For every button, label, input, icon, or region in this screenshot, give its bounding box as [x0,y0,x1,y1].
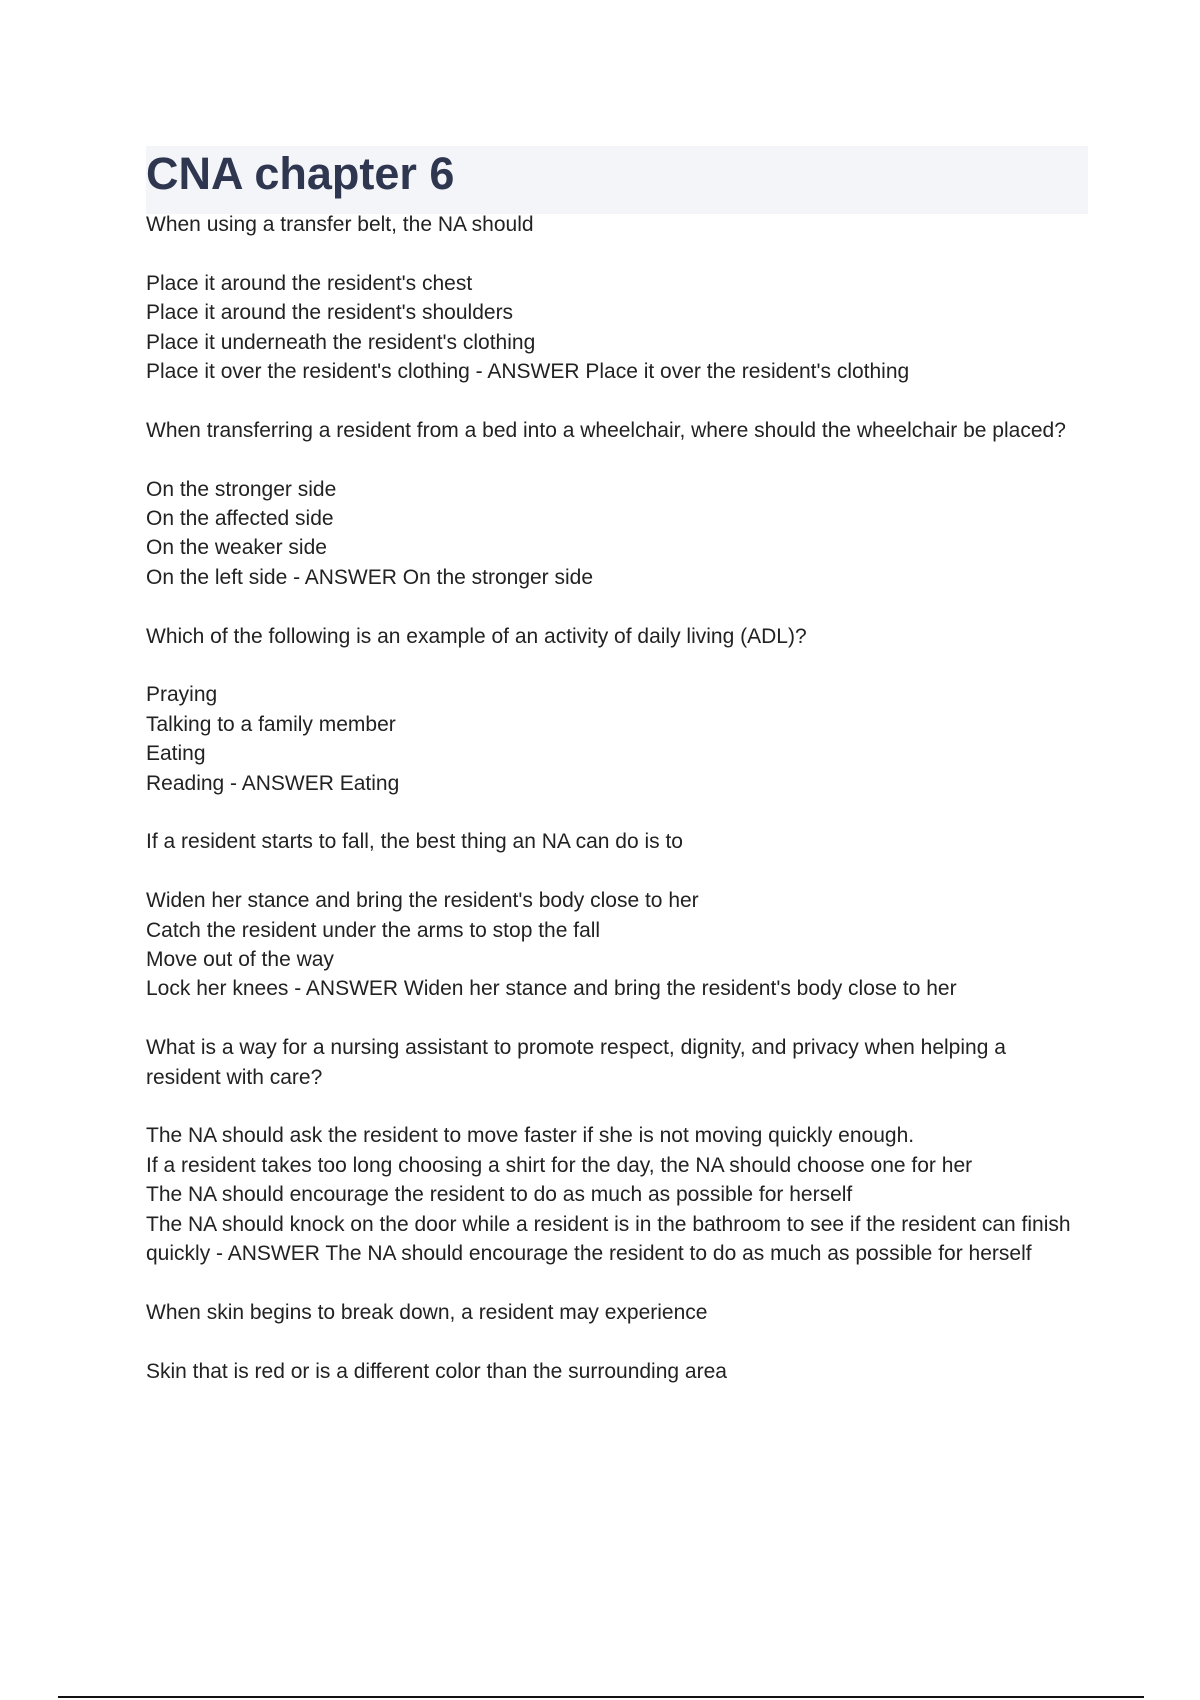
question-prompt [146,210,1086,239]
question-prompt [146,827,1086,856]
option-text: Eating [146,742,206,766]
option-answer-text: On the left side - ANSWER On the stronger side [146,565,594,589]
option-text: Talking to a family member [146,712,396,736]
question-options [146,475,1086,593]
option-text: On the weaker side [146,536,327,560]
option-text: The NA should encourage the resident to do as much as possible for herself [146,1183,853,1207]
question-options [146,680,1086,798]
question-prompt-text: Which of the following is an example of an activity of daily living (ADL)? [146,624,807,648]
page-title: CNA chapter 6 [146,148,455,199]
option-answer-text: The NA should knock on the door while a resident is in the bathroom to see if the resident can finish quickly - ANSWER The NA should encourage the resident to do as much as possible for herself [146,1212,1071,1266]
option-answer-text: Place it over the resident's clothing - ANSWER Place it over the resident's clothing [146,360,910,384]
option-text: Place it underneath the resident's clothing [146,330,536,354]
question-options [146,886,1086,1004]
option-text: Praying [146,683,218,707]
option-text: The NA should ask the resident to move faster if she is not moving quickly enough. [146,1124,915,1148]
question-prompt [146,416,1086,445]
question-prompt-text: When transferring a resident from a bed into a wheelchair, where should the wheelchair be placed? [146,418,1066,442]
option-answer-text: Reading - ANSWER Eating [146,771,400,795]
option-text: If a resident takes too long choosing a shirt for the day, the NA should choose one for her [146,1153,973,1177]
option-text: Place it around the resident's chest [146,271,473,295]
option-text: Move out of the way [146,948,334,972]
question-prompt [146,622,1086,651]
option-text: Skin that is red or is a different color than the surrounding area [146,1359,727,1383]
question-prompt-text: When skin begins to break down, a resident may experience [146,1300,708,1324]
option-answer-text: Lock her knees - ANSWER Widen her stance and bring the resident's body close to her [146,977,957,1001]
document-content [146,210,1086,1415]
option-text: Place it around the resident's shoulders [146,301,514,325]
question-prompt-text: What is a way for a nursing assistant to promote respect, dignity, and privacy when helping a resident with care? [146,1036,1006,1089]
question-prompt-text: When using a transfer belt, the NA should [146,213,534,236]
question-prompt [146,1298,1086,1327]
question-options [146,1121,1086,1268]
question-options [146,269,1086,387]
option-text: Widen her stance and bring the resident's body close to her [146,889,699,913]
page-bottom-rule [58,1696,1144,1698]
question-prompt-text: If a resident starts to fall, the best thing an NA can do is to [146,830,683,854]
option-text: On the stronger side [146,477,337,501]
option-text: Catch the resident under the arms to stop the fall [146,918,601,942]
question-options [146,1357,1086,1386]
option-text: On the affected side [146,507,334,531]
question-prompt [146,1033,1086,1092]
